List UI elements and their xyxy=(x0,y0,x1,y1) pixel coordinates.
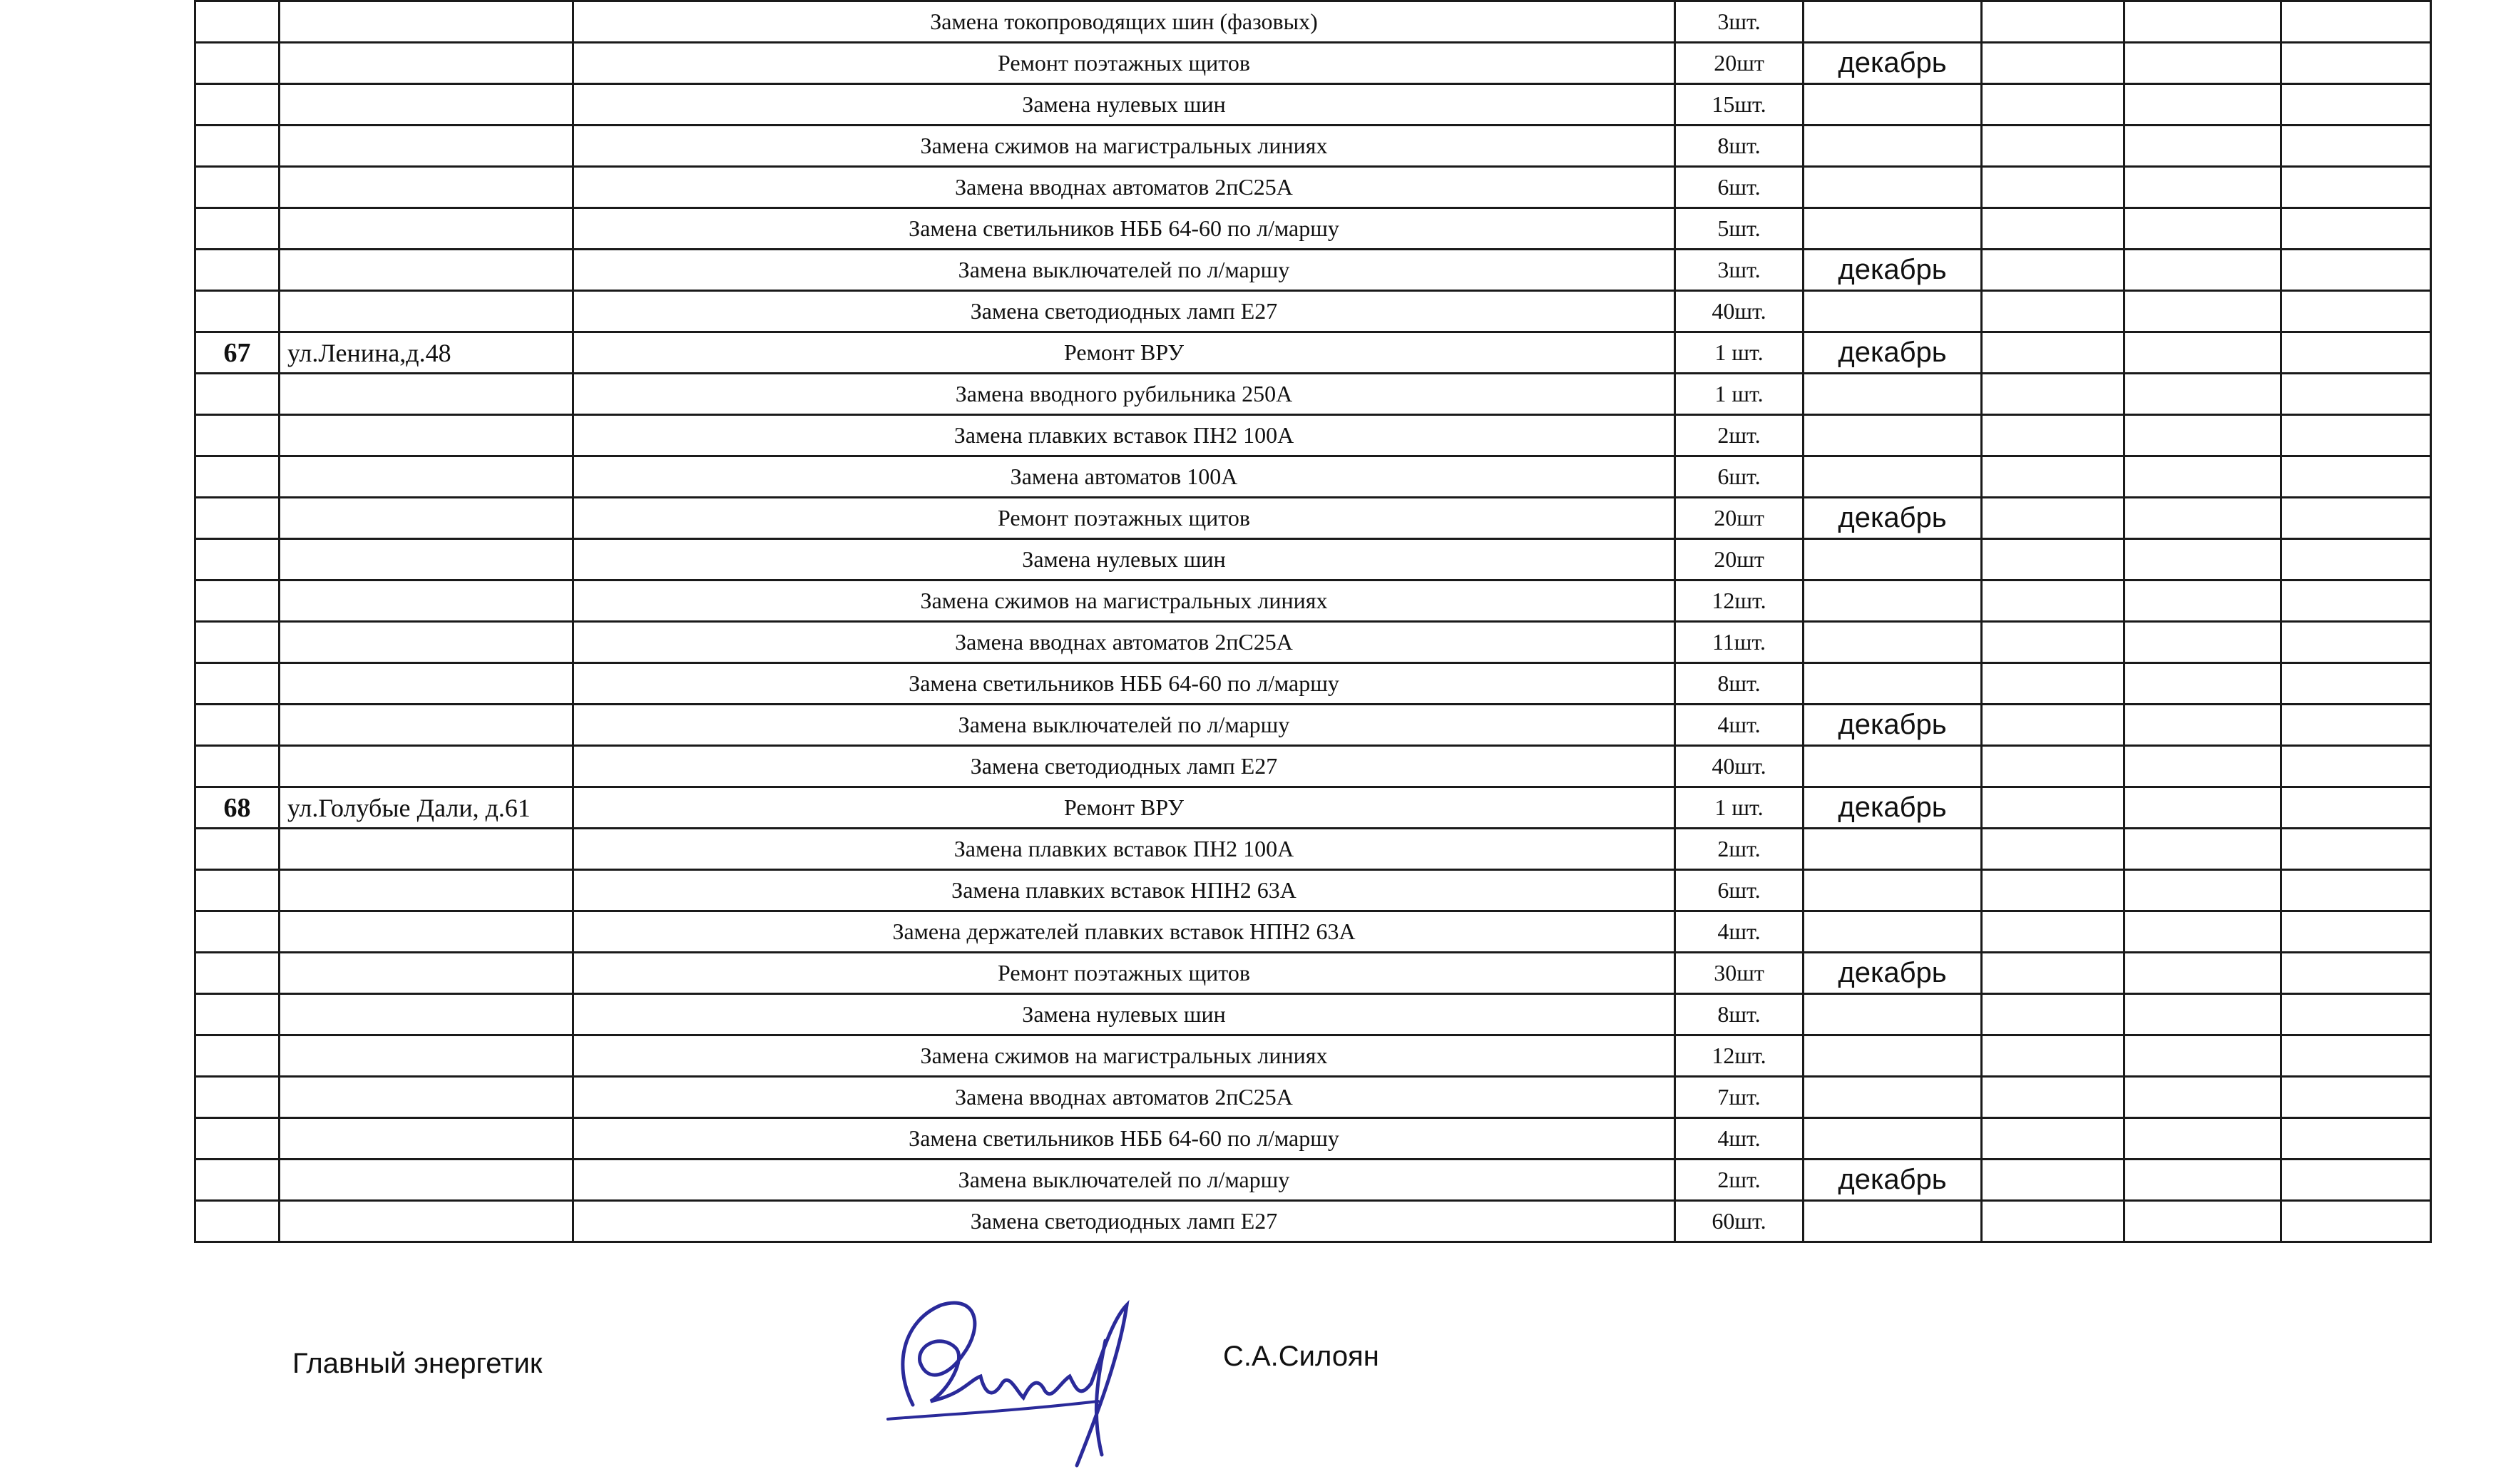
row-number xyxy=(195,208,280,250)
work-description-cell: Замена сжимов на магистральных линиях xyxy=(573,1035,1675,1077)
month-cell xyxy=(1804,167,1982,208)
empty-cell xyxy=(2281,84,2431,126)
quantity-cell: 60шт. xyxy=(1675,1201,1804,1242)
work-description-cell: Замена вводнах автоматов 2пС25А xyxy=(573,167,1675,208)
signatory-position: Главный энергетик xyxy=(292,1348,543,1379)
empty-cell xyxy=(1982,705,2124,746)
empty-cell xyxy=(1982,498,2124,539)
empty-cell xyxy=(2124,456,2281,498)
row-number xyxy=(195,953,280,994)
empty-cell xyxy=(1982,208,2124,250)
month-cell: декабрь xyxy=(1804,498,1982,539)
empty-cell xyxy=(1982,84,2124,126)
quantity-cell: 20шт xyxy=(1675,539,1804,580)
empty-cell xyxy=(2281,953,2431,994)
table-row xyxy=(195,911,2431,953)
empty-cell xyxy=(2281,332,2431,374)
address-cell xyxy=(280,580,573,622)
address-cell xyxy=(280,498,573,539)
work-description-cell: Замена вводнах автоматов 2пС25А xyxy=(573,622,1675,663)
quantity-cell: 6шт. xyxy=(1675,167,1804,208)
empty-cell xyxy=(2281,580,2431,622)
empty-cell xyxy=(2124,705,2281,746)
empty-cell xyxy=(2281,291,2431,332)
row-number xyxy=(195,746,280,787)
address-cell xyxy=(280,663,573,705)
address-cell xyxy=(280,208,573,250)
work-description-cell: Замена плавких вставок ПН2 100А xyxy=(573,415,1675,456)
signature-image xyxy=(863,1276,1177,1483)
table-row xyxy=(195,539,2431,580)
empty-cell xyxy=(2124,787,2281,829)
row-number xyxy=(195,250,280,291)
table-row xyxy=(195,43,2431,84)
empty-cell xyxy=(2281,208,2431,250)
work-description-cell: Замена нулевых шин xyxy=(573,539,1675,580)
month-cell xyxy=(1804,829,1982,870)
empty-cell xyxy=(2281,250,2431,291)
empty-cell xyxy=(2124,580,2281,622)
table-row xyxy=(195,1077,2431,1118)
empty-cell xyxy=(1982,622,2124,663)
work-description-cell: Ремонт поэтажных щитов xyxy=(573,953,1675,994)
month-cell xyxy=(1804,415,1982,456)
quantity-cell: 8шт. xyxy=(1675,994,1804,1035)
empty-cell xyxy=(1982,1118,2124,1160)
empty-cell xyxy=(2281,1118,2431,1160)
quantity-cell: 12шт. xyxy=(1675,1035,1804,1077)
empty-cell xyxy=(2124,1201,2281,1242)
address-cell xyxy=(280,84,573,126)
work-description-cell: Замена автоматов 100А xyxy=(573,456,1675,498)
row-number xyxy=(195,663,280,705)
month-cell: декабрь xyxy=(1804,43,1982,84)
empty-cell xyxy=(2281,1201,2431,1242)
address-cell xyxy=(280,1201,573,1242)
month-cell xyxy=(1804,1201,1982,1242)
table-row xyxy=(195,994,2431,1035)
empty-cell xyxy=(1982,126,2124,167)
empty-cell xyxy=(1982,994,2124,1035)
quantity-cell: 4шт. xyxy=(1675,911,1804,953)
empty-cell xyxy=(2281,456,2431,498)
empty-cell xyxy=(1982,580,2124,622)
empty-cell xyxy=(2124,84,2281,126)
table-row xyxy=(195,1118,2431,1160)
table-row xyxy=(195,374,2431,415)
empty-cell xyxy=(2124,622,2281,663)
empty-cell xyxy=(1982,953,2124,994)
address-cell xyxy=(280,911,573,953)
work-description-cell: Замена светодиодных ламп Е27 xyxy=(573,291,1675,332)
empty-cell xyxy=(2281,43,2431,84)
work-description-cell: Замена плавких вставок ПН2 100А xyxy=(573,829,1675,870)
quantity-cell: 4шт. xyxy=(1675,705,1804,746)
table-row xyxy=(195,622,2431,663)
works-table xyxy=(194,0,2432,1243)
empty-cell xyxy=(1982,456,2124,498)
empty-cell xyxy=(2281,829,2431,870)
address-cell xyxy=(280,250,573,291)
quantity-cell: 1 шт. xyxy=(1675,332,1804,374)
address-cell: ул.Ленина,д.48 xyxy=(280,332,573,374)
month-cell xyxy=(1804,456,1982,498)
work-description-cell: Замена держателей плавких вставок НПН2 63А xyxy=(573,911,1675,953)
empty-cell xyxy=(2281,126,2431,167)
row-number xyxy=(195,456,280,498)
quantity-cell: 20шт xyxy=(1675,498,1804,539)
empty-cell xyxy=(1982,374,2124,415)
quantity-cell: 2шт. xyxy=(1675,415,1804,456)
empty-cell xyxy=(1982,1160,2124,1201)
empty-cell xyxy=(2281,870,2431,911)
empty-cell xyxy=(1982,911,2124,953)
quantity-cell: 6шт. xyxy=(1675,870,1804,911)
month-cell xyxy=(1804,870,1982,911)
work-description-cell: Замена выключателей по л/маршу xyxy=(573,705,1675,746)
address-cell xyxy=(280,870,573,911)
quantity-cell: 15шт. xyxy=(1675,84,1804,126)
row-number xyxy=(195,374,280,415)
empty-cell xyxy=(2124,1160,2281,1201)
work-description-cell: Замена светодиодных ламп Е27 xyxy=(573,1201,1675,1242)
empty-cell xyxy=(2124,911,2281,953)
address-cell xyxy=(280,1118,573,1160)
month-cell xyxy=(1804,1035,1982,1077)
month-cell: декабрь xyxy=(1804,787,1982,829)
address-cell xyxy=(280,539,573,580)
row-number xyxy=(195,291,280,332)
empty-cell xyxy=(2124,1077,2281,1118)
table-row xyxy=(195,1035,2431,1077)
empty-cell xyxy=(2281,663,2431,705)
empty-cell xyxy=(1982,870,2124,911)
address-cell: ул.Голубые Дали, д.61 xyxy=(280,787,573,829)
empty-cell xyxy=(1982,1201,2124,1242)
address-cell xyxy=(280,43,573,84)
quantity-cell: 1 шт. xyxy=(1675,787,1804,829)
address-cell xyxy=(280,1160,573,1201)
month-cell xyxy=(1804,1118,1982,1160)
quantity-cell: 8шт. xyxy=(1675,126,1804,167)
address-cell xyxy=(280,746,573,787)
table-row xyxy=(195,953,2431,994)
empty-cell xyxy=(1982,167,2124,208)
empty-cell xyxy=(2124,332,2281,374)
work-description-cell: Замена светильников НББ 64-60 по л/маршу xyxy=(573,208,1675,250)
quantity-cell: 20шт xyxy=(1675,43,1804,84)
empty-cell xyxy=(2281,622,2431,663)
empty-cell xyxy=(2124,250,2281,291)
empty-cell xyxy=(1982,43,2124,84)
table-row xyxy=(195,167,2431,208)
empty-cell xyxy=(2281,994,2431,1035)
table-row xyxy=(195,498,2431,539)
empty-cell xyxy=(2124,663,2281,705)
quantity-cell: 2шт. xyxy=(1675,1160,1804,1201)
empty-cell xyxy=(2124,1035,2281,1077)
empty-cell xyxy=(2124,415,2281,456)
signatory-name: С.А.Силоян xyxy=(1223,1341,1379,1372)
row-number xyxy=(195,126,280,167)
month-cell xyxy=(1804,746,1982,787)
empty-cell xyxy=(2124,829,2281,870)
quantity-cell: 2шт. xyxy=(1675,829,1804,870)
work-description-cell: Замена вводного рубильника 250А xyxy=(573,374,1675,415)
month-cell: декабрь xyxy=(1804,705,1982,746)
month-cell xyxy=(1804,84,1982,126)
work-description-cell: Замена светильников НББ 64-60 по л/маршу xyxy=(573,1118,1675,1160)
table-row xyxy=(195,415,2431,456)
work-description-cell: Замена плавких вставок НПН2 63А xyxy=(573,870,1675,911)
empty-cell xyxy=(2281,1077,2431,1118)
table-body xyxy=(195,1,2431,1242)
quantity-cell: 6шт. xyxy=(1675,456,1804,498)
row-number xyxy=(195,829,280,870)
row-number xyxy=(195,84,280,126)
empty-cell xyxy=(1982,250,2124,291)
empty-cell xyxy=(2281,911,2431,953)
empty-cell xyxy=(2124,167,2281,208)
empty-cell xyxy=(2281,746,2431,787)
row-number xyxy=(195,1077,280,1118)
work-description-cell: Замена токопроводящих шин (фазовых) xyxy=(573,1,1675,43)
table-row xyxy=(195,1160,2431,1201)
address-cell xyxy=(280,705,573,746)
empty-cell xyxy=(2124,208,2281,250)
month-cell xyxy=(1804,208,1982,250)
address-cell xyxy=(280,994,573,1035)
month-cell xyxy=(1804,1077,1982,1118)
month-cell xyxy=(1804,580,1982,622)
empty-cell xyxy=(2281,374,2431,415)
row-number xyxy=(195,498,280,539)
table-row xyxy=(195,126,2431,167)
table-row xyxy=(195,208,2431,250)
quantity-cell: 12шт. xyxy=(1675,580,1804,622)
month-cell xyxy=(1804,1,1982,43)
month-cell: декабрь xyxy=(1804,1160,1982,1201)
empty-cell xyxy=(1982,1,2124,43)
address-cell xyxy=(280,291,573,332)
address-cell xyxy=(280,1035,573,1077)
quantity-cell: 40шт. xyxy=(1675,291,1804,332)
empty-cell xyxy=(1982,829,2124,870)
empty-cell xyxy=(1982,1035,2124,1077)
row-number xyxy=(195,43,280,84)
address-cell xyxy=(280,126,573,167)
work-description-cell: Ремонт поэтажных щитов xyxy=(573,498,1675,539)
row-number xyxy=(195,539,280,580)
address-cell xyxy=(280,1,573,43)
empty-cell xyxy=(1982,539,2124,580)
work-description-cell: Замена нулевых шин xyxy=(573,84,1675,126)
table-row xyxy=(195,250,2431,291)
month-cell: декабрь xyxy=(1804,250,1982,291)
empty-cell xyxy=(1982,291,2124,332)
row-number xyxy=(195,1118,280,1160)
quantity-cell: 7шт. xyxy=(1675,1077,1804,1118)
quantity-cell: 4шт. xyxy=(1675,1118,1804,1160)
empty-cell xyxy=(2281,1,2431,43)
empty-cell xyxy=(1982,787,2124,829)
empty-cell xyxy=(2124,539,2281,580)
month-cell xyxy=(1804,539,1982,580)
empty-cell xyxy=(2281,705,2431,746)
empty-cell xyxy=(2124,498,2281,539)
quantity-cell: 11шт. xyxy=(1675,622,1804,663)
row-number xyxy=(195,1035,280,1077)
quantity-cell: 1 шт. xyxy=(1675,374,1804,415)
address-cell xyxy=(280,415,573,456)
empty-cell xyxy=(2281,787,2431,829)
quantity-cell: 8шт. xyxy=(1675,663,1804,705)
empty-cell xyxy=(2124,126,2281,167)
quantity-cell: 5шт. xyxy=(1675,208,1804,250)
table-row xyxy=(195,84,2431,126)
month-cell xyxy=(1804,911,1982,953)
work-description-cell: Ремонт ВРУ xyxy=(573,787,1675,829)
empty-cell xyxy=(2124,1118,2281,1160)
quantity-cell: 3шт. xyxy=(1675,1,1804,43)
empty-cell xyxy=(2124,43,2281,84)
row-number: 68 xyxy=(195,787,280,829)
empty-cell xyxy=(2281,167,2431,208)
empty-cell xyxy=(2124,994,2281,1035)
empty-cell xyxy=(1982,415,2124,456)
work-description-cell: Ремонт ВРУ xyxy=(573,332,1675,374)
quantity-cell: 40шт. xyxy=(1675,746,1804,787)
table-row xyxy=(195,746,2431,787)
month-cell xyxy=(1804,994,1982,1035)
work-description-cell: Замена выключателей по л/маршу xyxy=(573,250,1675,291)
work-description-cell: Замена сжимов на магистральных линиях xyxy=(573,126,1675,167)
work-description-cell: Замена светильников НББ 64-60 по л/маршу xyxy=(573,663,1675,705)
empty-cell xyxy=(1982,1077,2124,1118)
month-cell xyxy=(1804,663,1982,705)
row-number xyxy=(195,705,280,746)
work-description-cell: Ремонт поэтажных щитов xyxy=(573,43,1675,84)
row-number xyxy=(195,415,280,456)
row-number xyxy=(195,870,280,911)
month-cell: декабрь xyxy=(1804,953,1982,994)
table-row xyxy=(195,291,2431,332)
empty-cell xyxy=(2124,291,2281,332)
table-row xyxy=(195,663,2431,705)
month-cell xyxy=(1804,126,1982,167)
empty-cell xyxy=(2124,1,2281,43)
work-description-cell: Замена вводнах автоматов 2пС25А xyxy=(573,1077,1675,1118)
empty-cell xyxy=(2124,870,2281,911)
empty-cell xyxy=(2281,539,2431,580)
address-cell xyxy=(280,456,573,498)
table-row xyxy=(195,829,2431,870)
row-number xyxy=(195,580,280,622)
table-row xyxy=(195,787,2431,829)
table-row xyxy=(195,705,2431,746)
month-cell: декабрь xyxy=(1804,332,1982,374)
month-cell xyxy=(1804,291,1982,332)
row-number xyxy=(195,1201,280,1242)
address-cell xyxy=(280,829,573,870)
work-description-cell: Замена светодиодных ламп Е27 xyxy=(573,746,1675,787)
empty-cell xyxy=(2281,1160,2431,1201)
row-number xyxy=(195,1160,280,1201)
row-number xyxy=(195,994,280,1035)
table-row xyxy=(195,456,2431,498)
empty-cell xyxy=(2124,746,2281,787)
empty-cell xyxy=(1982,663,2124,705)
empty-cell xyxy=(1982,332,2124,374)
quantity-cell: 3шт. xyxy=(1675,250,1804,291)
row-number xyxy=(195,911,280,953)
table-row xyxy=(195,870,2431,911)
address-cell xyxy=(280,167,573,208)
empty-cell xyxy=(2124,374,2281,415)
table-row xyxy=(195,580,2431,622)
address-cell xyxy=(280,374,573,415)
work-description-cell: Замена сжимов на магистральных линиях xyxy=(573,580,1675,622)
row-number xyxy=(195,167,280,208)
address-cell xyxy=(280,953,573,994)
table-row xyxy=(195,1,2431,43)
address-cell xyxy=(280,1077,573,1118)
empty-cell xyxy=(2281,1035,2431,1077)
address-cell xyxy=(280,622,573,663)
work-description-cell: Замена выключателей по л/маршу xyxy=(573,1160,1675,1201)
empty-cell xyxy=(2281,415,2431,456)
empty-cell xyxy=(2124,953,2281,994)
work-description-cell: Замена нулевых шин xyxy=(573,994,1675,1035)
row-number xyxy=(195,1,280,43)
empty-cell xyxy=(1982,746,2124,787)
empty-cell xyxy=(2281,498,2431,539)
month-cell xyxy=(1804,374,1982,415)
row-number: 67 xyxy=(195,332,280,374)
table-row xyxy=(195,332,2431,374)
row-number xyxy=(195,622,280,663)
quantity-cell: 30шт xyxy=(1675,953,1804,994)
month-cell xyxy=(1804,622,1982,663)
table-row xyxy=(195,1201,2431,1242)
